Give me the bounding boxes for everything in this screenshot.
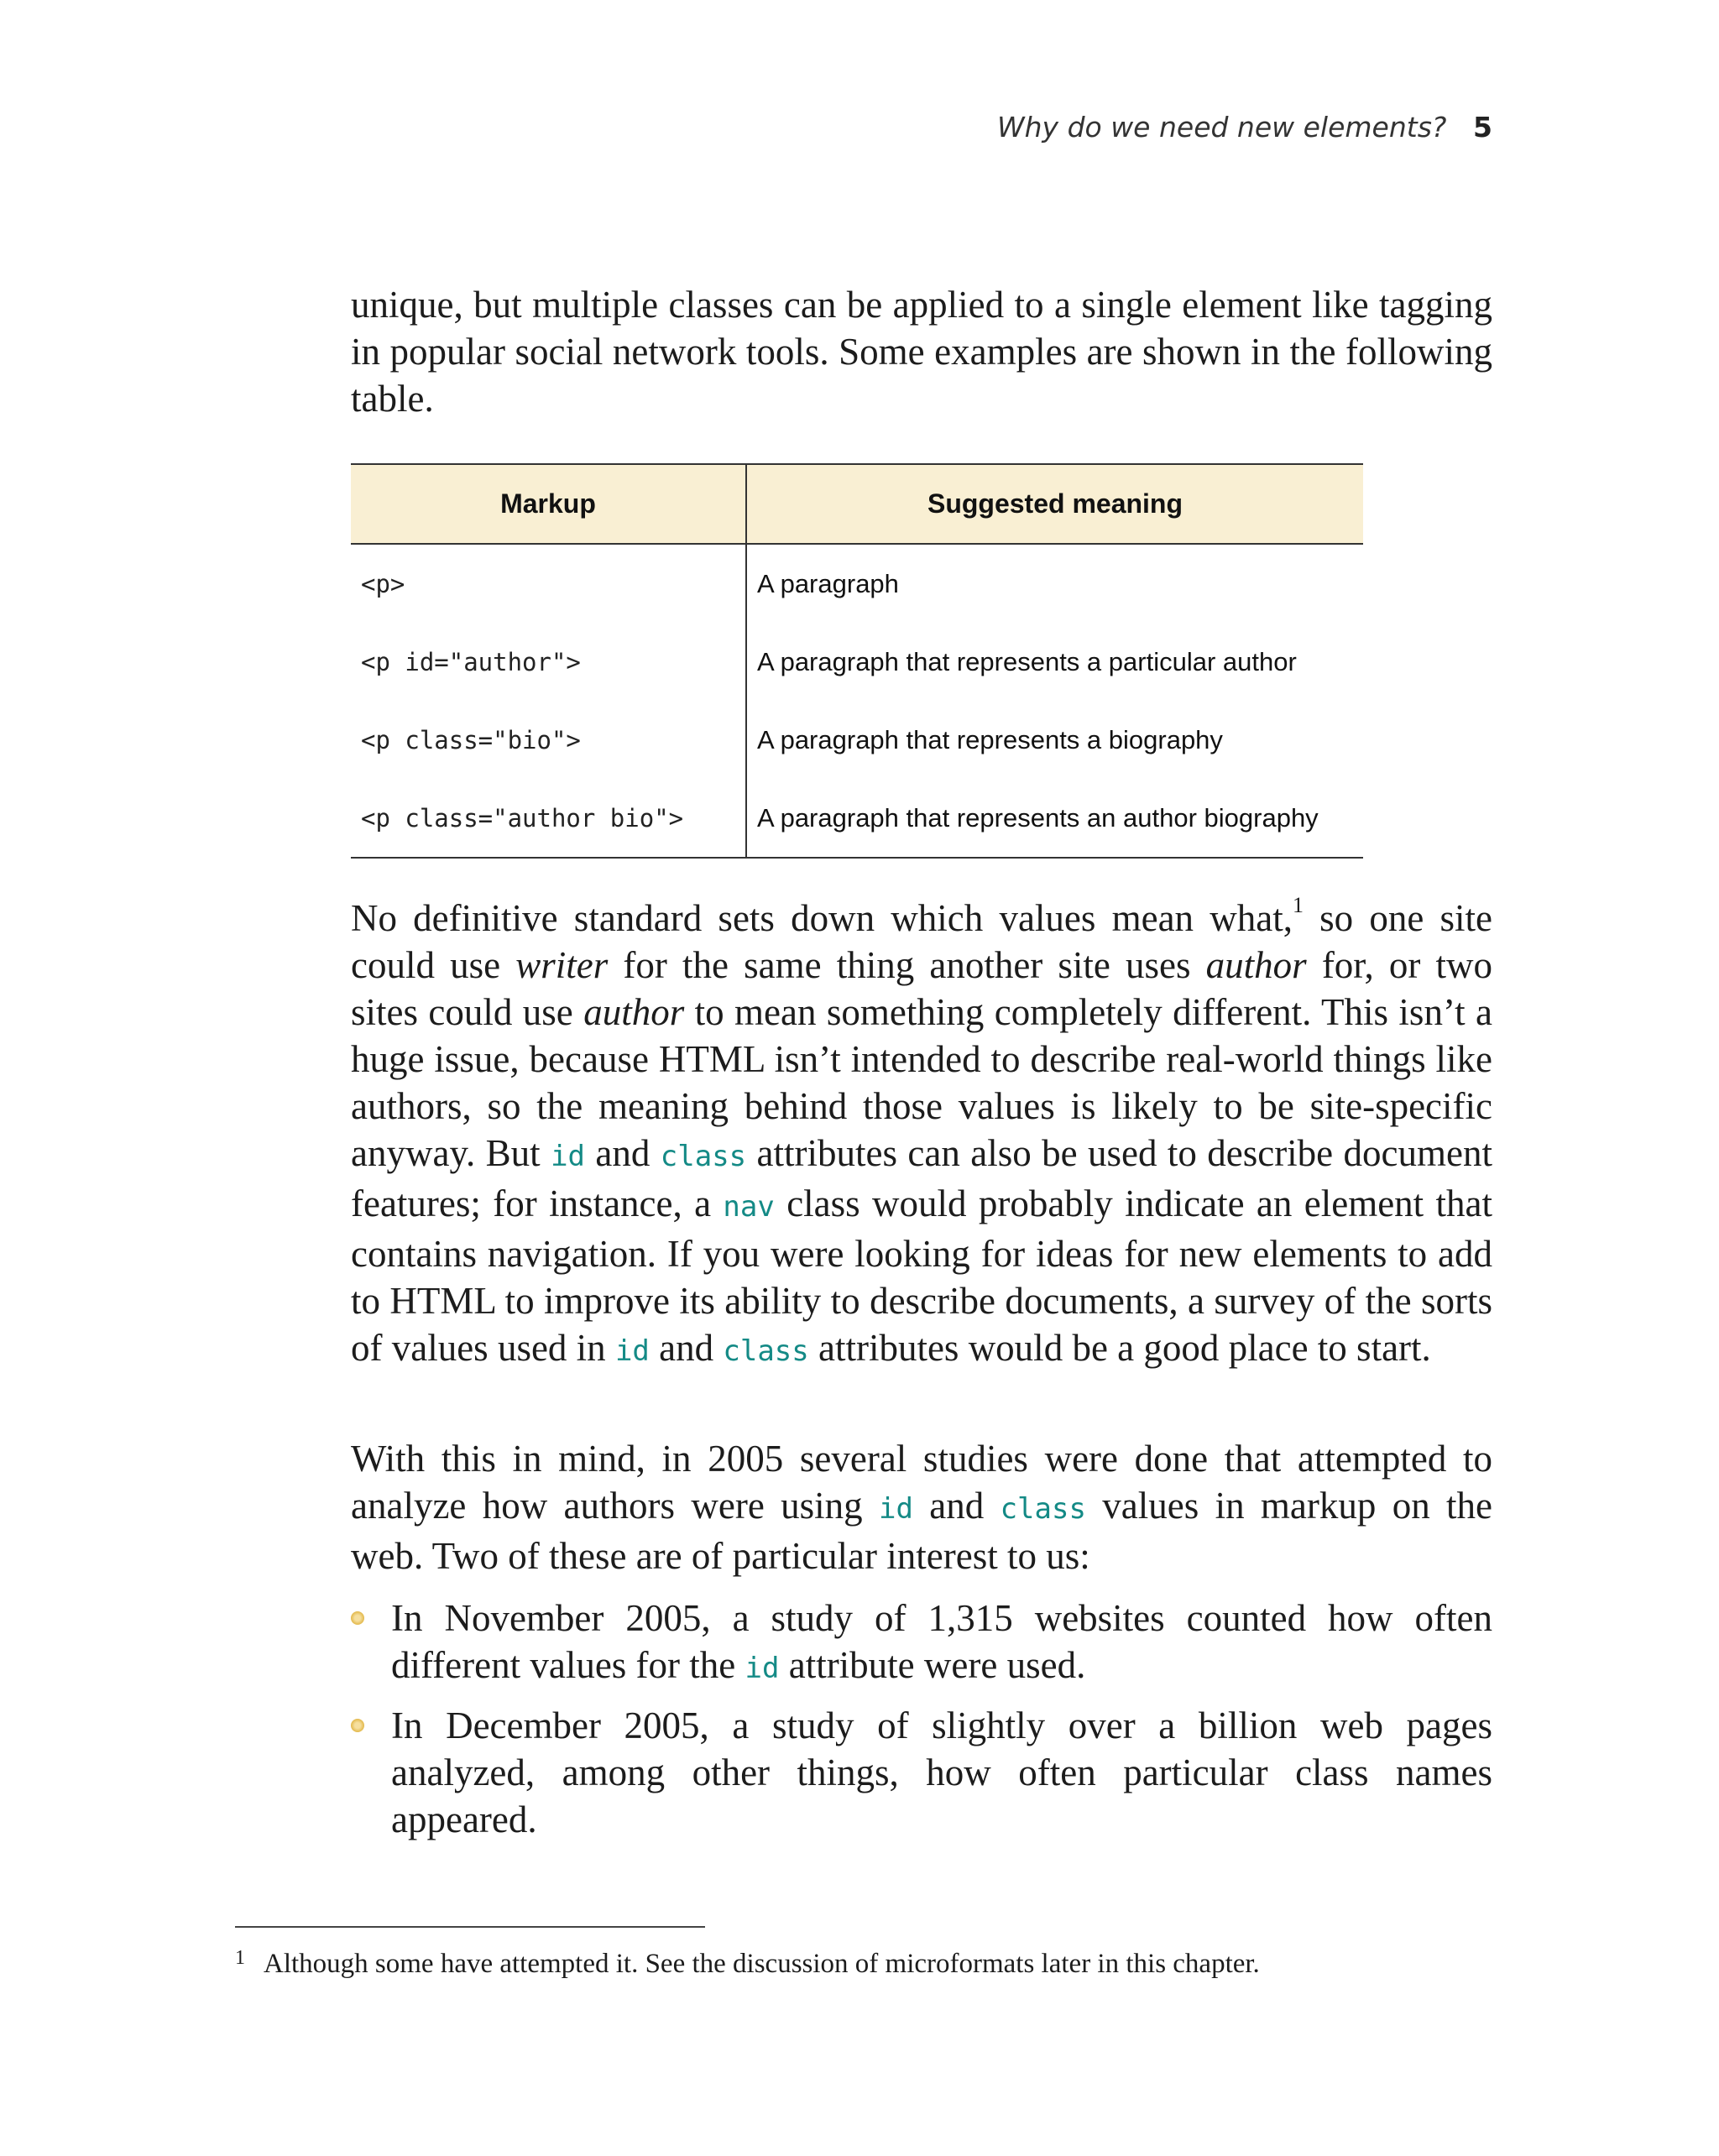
page-number: 5 xyxy=(1473,110,1492,144)
list-item: In November 2005, a study of 1,315 websites counted how often different values for the id attribute were used. xyxy=(351,1595,1492,1692)
table-header-meaning: Suggested meaning xyxy=(927,488,1183,519)
table-cell-markup: <p id="author"> xyxy=(351,623,747,701)
footnote-number: 1 xyxy=(235,1947,245,1969)
emphasis-writer: writer xyxy=(515,944,609,986)
markup-table xyxy=(351,463,1363,859)
table-row xyxy=(351,779,1363,857)
table-cell-markup: <p class="author bio"> xyxy=(351,779,747,857)
bullet-icon xyxy=(351,1719,364,1732)
table-cell-meaning: A paragraph that represents an author biography xyxy=(757,802,1319,833)
footnote-reference[interactable]: 1 xyxy=(1292,893,1304,917)
running-header xyxy=(990,106,1492,148)
footnote xyxy=(235,1945,1494,1985)
code-id: id xyxy=(745,1652,780,1685)
paragraph-intro: unique, but multiple classes can be applied to a single element like tagging in popular social network tools. Some examples are shown in the following table. xyxy=(351,284,1492,420)
running-title: Why do we need new elements? xyxy=(997,110,1447,144)
table-cell-meaning: A paragraph that represents a particular author xyxy=(757,646,1297,676)
bullet-icon xyxy=(351,1611,364,1625)
table-cell-meaning: A paragraph that represents a biography xyxy=(757,724,1223,754)
emphasis-author: author xyxy=(1205,944,1307,986)
code-class: class xyxy=(723,1334,809,1368)
list-item: In December 2005, a study of slightly over a billion web pages analyzed, among other things, how often particular class names appeared. xyxy=(351,1702,1492,1843)
table-header-markup: Markup xyxy=(351,465,747,543)
code-class: class xyxy=(660,1140,747,1173)
table-row xyxy=(351,623,1363,701)
emphasis-author: author xyxy=(583,991,685,1033)
code-id: id xyxy=(551,1140,586,1173)
code-class: class xyxy=(1000,1492,1086,1526)
table-header-row xyxy=(351,465,1363,545)
study-list xyxy=(351,1595,1492,1853)
footnote-text: Although some have attempted it. See the discussion of microformats later in this chapter. xyxy=(264,1949,1260,1979)
table-cell-markup: <p class="bio"> xyxy=(351,701,747,779)
table-cell-markup: <p> xyxy=(351,545,747,623)
code-id: id xyxy=(878,1492,913,1526)
code-nav: nav xyxy=(723,1190,775,1224)
paragraph-studies: With this in mind, in 2005 several studies were done that attempted to analyze how authors were using id and class values in markup on the web. Two of these are of particular interest to us: xyxy=(351,1438,1492,1577)
table-row xyxy=(351,545,1363,623)
table-row xyxy=(351,701,1363,779)
table-cell-meaning: A paragraph xyxy=(757,568,899,598)
code-id: id xyxy=(614,1334,650,1368)
footnote-divider xyxy=(235,1926,705,1928)
paragraph-no-standard: No definitive standard sets down which values mean what,$^1$ so one site could use writer for the same thing another site uses author for, or two sites could use author to mean something completely different. This isn’t a huge issue, because HTML isn’t intended to describe real-world things like authors, so the meaning behind those values is likely to be site-specific anyway. But id and class attributes can also be used to describe document features; for instance, a nav class would probably indicate an element that contains navigation. If you were looking for ideas for new elements to add to HTML to improve its ability to describe documents, a survey of the sorts of values used in id and class attributes would be a good place to start. xyxy=(351,893,1492,1369)
